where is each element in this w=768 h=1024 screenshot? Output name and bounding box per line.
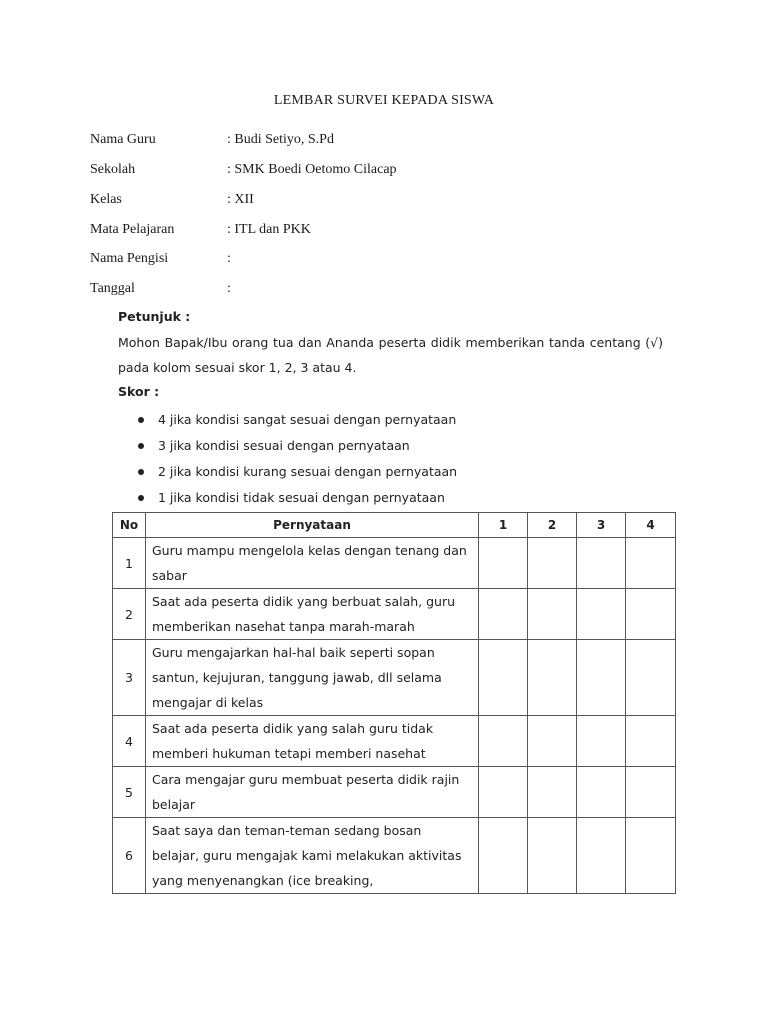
score-cell-4[interactable]: [626, 538, 676, 589]
list-item: [138, 407, 457, 433]
score-cell-4[interactable]: [626, 589, 676, 640]
score-item-text: 1 jika kondisi tidak sesuai dengan pernyataan: [158, 490, 445, 505]
page-title: LEMBAR SURVEI KEPADA SISWA: [273, 93, 495, 108]
score-cell-3[interactable]: [577, 818, 626, 894]
info-label: Nama Guru: [90, 132, 156, 147]
info-row-sekolah: [90, 160, 397, 180]
info-row-kelas: [90, 190, 254, 210]
bullet-icon: [138, 469, 144, 475]
score-cell-2[interactable]: [528, 716, 577, 767]
score-cell-3[interactable]: [577, 716, 626, 767]
bullet-icon: [138, 495, 144, 501]
score-cell-1[interactable]: [479, 818, 528, 894]
header-score-1: 1: [479, 513, 528, 538]
score-cell-2[interactable]: [528, 538, 577, 589]
score-cell-3[interactable]: [577, 538, 626, 589]
row-statement: Saat ada peserta didik yang berbuat salah, guru memberikan nasehat tanpa marah-marah: [146, 589, 479, 640]
table-row: [113, 767, 676, 818]
info-label: Sekolah: [90, 162, 136, 177]
score-item-text: 3 jika kondisi sesuai dengan pernyataan: [158, 438, 410, 453]
score-cell-1[interactable]: [479, 640, 528, 716]
row-statement: Cara mengajar guru membuat peserta didik rajin belajar: [146, 767, 479, 818]
survey-table: [112, 512, 676, 894]
row-statement: Saat ada peserta didik yang salah guru tidak memberi hukuman tetapi memberi nasehat: [146, 716, 479, 767]
info-row-nama-guru: [90, 130, 334, 150]
row-statement: Guru mengajarkan hal-hal baik seperti sopan santun, kejujuran, tanggung jawab, dll selama mengajar di kelas: [146, 640, 479, 716]
score-cell-2[interactable]: [528, 818, 577, 894]
info-label: Kelas: [90, 192, 122, 207]
row-number: 3: [113, 640, 146, 716]
header-score-2: 2: [528, 513, 577, 538]
table-row: [113, 640, 676, 716]
score-cell-1[interactable]: [479, 538, 528, 589]
header-score-3: 3: [577, 513, 626, 538]
table-row: [113, 589, 676, 640]
score-cell-1[interactable]: [479, 589, 528, 640]
score-cell-3[interactable]: [577, 640, 626, 716]
bullet-icon: [138, 443, 144, 449]
info-row-nama-pengisi: [90, 249, 231, 269]
row-number: 1: [113, 538, 146, 589]
score-cell-2[interactable]: [528, 767, 577, 818]
row-number: 4: [113, 716, 146, 767]
header-score-4: 4: [626, 513, 676, 538]
info-value: :: [227, 281, 231, 296]
info-value: : XII: [227, 192, 254, 207]
instructions-heading: Petunjuk :: [118, 309, 191, 324]
row-statement: Saat saya dan teman-teman sedang bosan belajar, guru mengajak kami melakukan aktivitas yang menyenangkan (ice breaking,: [146, 818, 479, 894]
info-row-tanggal: [90, 279, 231, 299]
bullet-icon: [138, 417, 144, 423]
instructions-text: Mohon Bapak/Ibu orang tua dan Ananda peserta didik memberikan tanda centang (√) pada kolom sesuai skor 1, 2, 3 atau 4.: [118, 335, 663, 375]
score-cell-4[interactable]: [626, 716, 676, 767]
row-statement: Guru mampu mengelola kelas dengan tenang dan sabar: [146, 538, 479, 589]
row-number: 6: [113, 818, 146, 894]
info-label: Mata Pelajaran: [90, 222, 175, 237]
info-label: Nama Pengisi: [90, 251, 169, 266]
score-cell-4[interactable]: [626, 818, 676, 894]
score-item-text: 4 jika kondisi sangat sesuai dengan pernyataan: [158, 412, 457, 427]
header-no: No: [113, 513, 146, 538]
info-value: :: [227, 251, 231, 266]
info-row-mata-pelajaran: [90, 220, 311, 240]
table-row: [113, 716, 676, 767]
list-item: [138, 485, 457, 511]
table-row: [113, 538, 676, 589]
score-cell-1[interactable]: [479, 716, 528, 767]
score-heading: Skor :: [118, 384, 160, 399]
score-cell-2[interactable]: [528, 589, 577, 640]
score-list: [138, 407, 457, 511]
info-value: : Budi Setiyo, S.Pd: [227, 132, 334, 147]
info-value: : SMK Boedi Oetomo Cilacap: [227, 162, 397, 177]
table-header-row: [113, 513, 676, 538]
score-cell-1[interactable]: [479, 767, 528, 818]
list-item: [138, 459, 457, 485]
table-row: [113, 818, 676, 894]
header-pernyataan: Pernyataan: [146, 513, 479, 538]
score-cell-3[interactable]: [577, 589, 626, 640]
info-value: : ITL dan PKK: [227, 222, 311, 237]
list-item: [138, 433, 457, 459]
score-item-text: 2 jika kondisi kurang sesuai dengan pernyataan: [158, 464, 458, 479]
row-number: 5: [113, 767, 146, 818]
score-cell-3[interactable]: [577, 767, 626, 818]
score-cell-4[interactable]: [626, 767, 676, 818]
info-label: Tanggal: [90, 281, 135, 296]
score-cell-4[interactable]: [626, 640, 676, 716]
score-cell-2[interactable]: [528, 640, 577, 716]
row-number: 2: [113, 589, 146, 640]
